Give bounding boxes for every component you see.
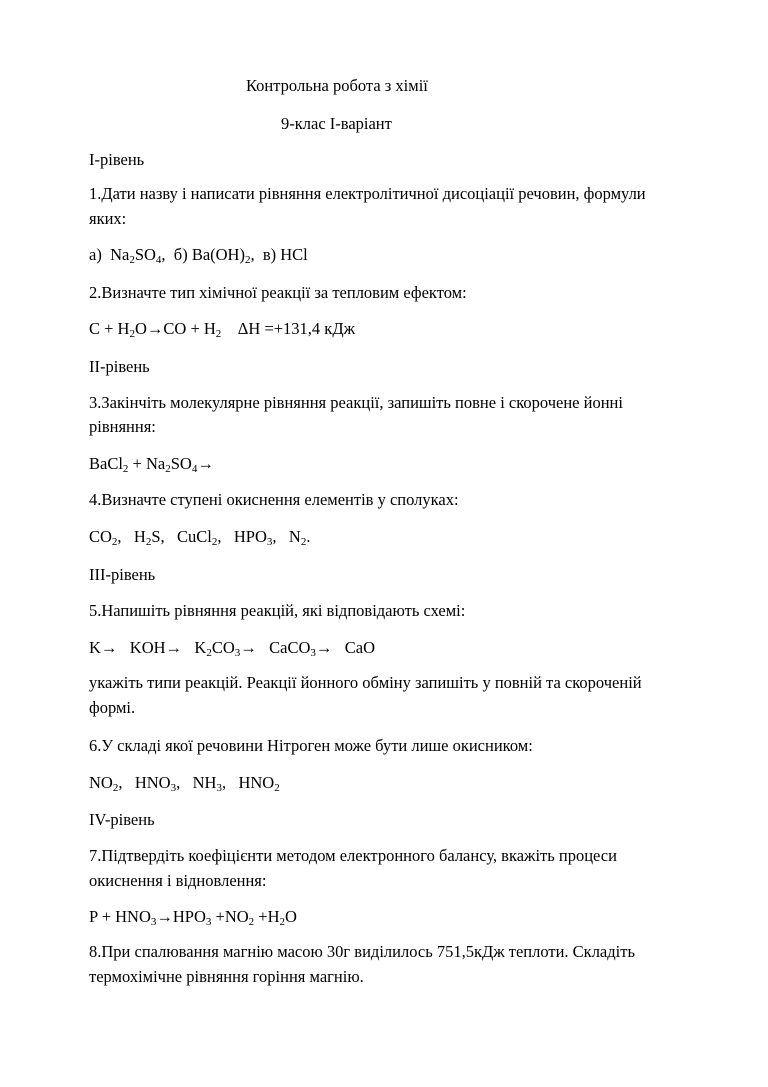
- question-2-equation: [89, 319, 355, 339]
- formula-hcl: HCl: [280, 245, 308, 264]
- question-5-text: 5.Напишіть рівняння реакцій, які відповідають схемі:: [89, 601, 466, 620]
- question-3-line-1: 3.Закінчіть молекулярне рівняння реакції, запишіть повне і скорочене йонні: [89, 393, 623, 412]
- option-c-label: в): [262, 245, 277, 264]
- question-7-line-2: окиснення і відновлення:: [89, 871, 267, 890]
- question-6-formulas: $NO_2$, $HNO_3$, $NH_3$, $HNO_2$: [89, 773, 280, 794]
- page-subtitle: 9-клас І-варіант: [281, 114, 392, 133]
- question-3-line-2: рівняння:: [89, 417, 156, 436]
- question-3-equation: BaCl$_2$ + $Na_2SO_4\to$: [89, 454, 214, 475]
- question-5-note-line-1: укажіть типи реакцій. Реакції йонного обміну запишіть у повній та скороченій: [89, 673, 642, 692]
- enthalpy-value: ΔH =+131,4 кДж: [237, 319, 355, 338]
- option-a-label: а): [89, 245, 102, 264]
- question-2-text: 2.Визначте тип хімічної реакції за тепловим ефектом:: [89, 283, 467, 302]
- question-5-note-line-2: формі.: [89, 698, 136, 717]
- question-7-line-1: 7.Підтвердіть коефіцієнти методом електронного балансу, вкажіть процеси: [89, 846, 617, 865]
- level-2-heading: ІІ-рівень: [89, 357, 150, 376]
- question-1-formulas: а) $Na_2SO_4$, б) $Ba(OH)_2$, в) HCl: [89, 245, 308, 266]
- question-4-text: 4.Визначте ступені окиснення елементів у сполуках:: [89, 490, 459, 509]
- level-3-heading: ІІІ-рівень: [89, 565, 156, 584]
- level-1-heading: І-рівень: [89, 150, 145, 169]
- question-6-text: 6.У складі якої речовини Нітроген може бути лише окисником:: [89, 736, 533, 755]
- formula-baoh2: $Ba(OH)_2$: [191, 245, 251, 266]
- page-title: Контрольна робота з хімії: [246, 76, 428, 95]
- formula-na2so4: $Na_2SO_4$: [110, 245, 162, 266]
- question-4-formulas: $CO_2$, $H_2S$, CuCl$_2$, $HPO_3$, $N_2$.: [89, 527, 311, 548]
- question-5-scheme: $K\to KOH\to K_2CO_3\to$ CaCO$_3$→ CaO: [89, 638, 376, 659]
- reaction-equation: $C + H_2O\to CO + H_2$: [89, 319, 222, 340]
- option-b-label: б): [173, 245, 188, 264]
- question-8-line-2: термохімічне рівняння горіння магнію.: [89, 967, 364, 986]
- level-4-heading: IV-рівень: [89, 810, 155, 829]
- question-7-equation: $P + HNO_3\to HPO_3 +NO_2 +H_2O$: [89, 907, 297, 928]
- question-8-line-1: 8.При спалювання магнію масою 30г виділилось 751,5кДж теплоти. Складіть: [89, 942, 635, 961]
- question-1-line-1: 1.Дати назву і написати рівняння електролітичної дисоціації речовин, формули: [89, 184, 646, 203]
- question-1-line-2: яких:: [89, 209, 127, 228]
